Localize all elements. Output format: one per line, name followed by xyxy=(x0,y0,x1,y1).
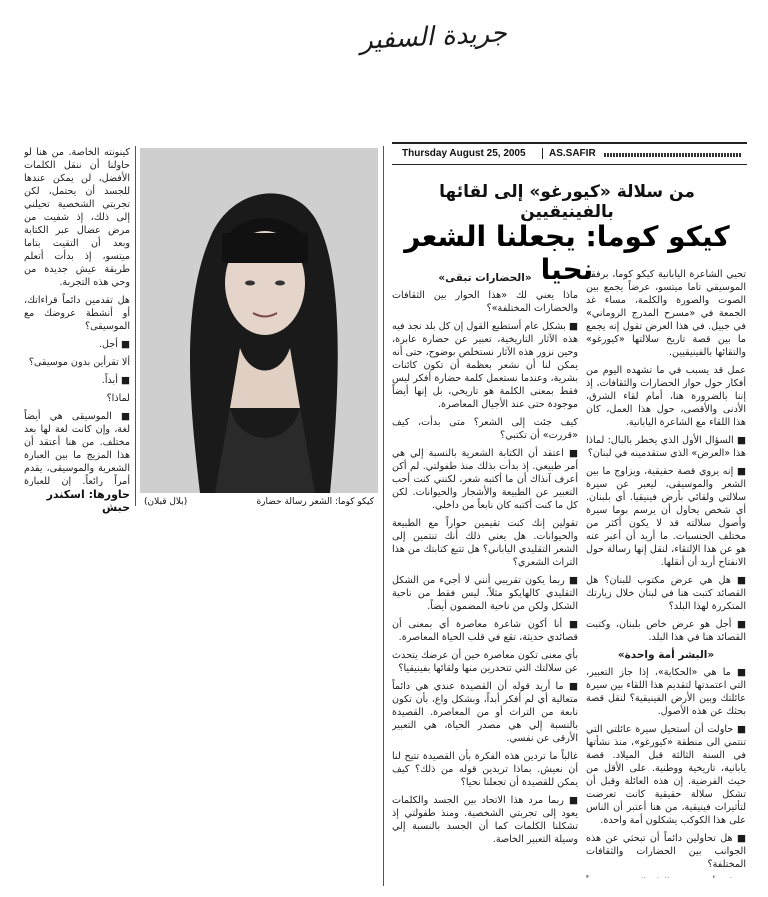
article-column-center xyxy=(392,268,578,878)
section-title: «البشر أمة واحدة» xyxy=(617,649,715,661)
paragraph: ■ ما هي «الحكاية»، إذا جاز التعبير، التي اعتمدتها لتقديم هذا اللقاء بين سيرة عائلتك وبين الأرض الفينيقية؟ لنقل قصة بحثك عن هذه الأصول. xyxy=(586,667,746,717)
paragraph xyxy=(586,876,746,878)
paragraph: ■ حاولت أن أستحيل سيرة عائلتي التي تنتمي الى منطقة «كيورغو»، منذ نشأتها في السنة الثالثة قبل الميلاد. قصة يابانية، تاريخية ووطنية. على الأقل من حيث الفرضية. إن هذه العائلة وقبل أن تشكل سلالة حقيقية كانت تعرضت لتأثيرات فينيقية، من هنا أعتبر أن الناس على هذا الكوكب يشكلون أمة واحدة. xyxy=(586,724,746,826)
paragraph: ■ الموسيقى هي أيضاً لغة، وإن كانت لغة لها بعد مختلف. من هنا أعتقد أن هذا المزيج ما بين العبارة الشعرية والموسيقى، يقدم أمراً رائعاً. إن للعبارة xyxy=(24,411,130,486)
article-byline: حاورها: اسكندر حبش xyxy=(46,488,130,514)
paragraph: ■ أجل هو عرض خاص بلبنان، وكتبت القصائد هنا في هذا البلد. xyxy=(586,619,746,643)
paragraph: كيف جئت إلى الشعر؟ متى بدأت، كيف «قررت» أن تكتبي؟ xyxy=(392,417,578,441)
paragraph: عمل قد يسبب في ما تشهده اليوم من أفكار حول حوار الحضارات والثقافات، إذ إننا بالضرورة هنا، أمام لقاء الشرق، الأدنى والأقصى، حول هذا العمل، كان هذا اللقاء مع الشاعرة اليابانية. xyxy=(586,365,746,428)
photo-caption: كيكو كوما: الشعر رسالة حضارة xyxy=(256,497,374,507)
paragraph: كينونته الخاصة. من هنا لو حاولنا أن ننقل الكلمات الأفضل، لن يمكن عندها للجسد أن يحتمل، لكن تجربتي الشخصية تحيلني إلى ذلك، إذ شفيت من مرض عضال عبر الكتابة وبعد أن التقيت بتاما ميتسو، إذ بدأت أتعلم طريقة عيش جديدة من وحي هذه التجربة. xyxy=(24,147,130,288)
paragraph: بأي معنى تكون معاصرة حين أن عرضك يتحدث عن سلالتك التي تتحدرين منها ولقائها بفينيقيا؟ xyxy=(392,650,578,674)
paragraph: ■ بشكل عام أستطيع القول إن كل بلد نجد فيه هذه الآثار التاريخية، تعبير عن حضارة عابرة، وحين نزور هذه الآثار نستخلص بوضوح، حتى أنه يمكن لنا أن نشعر بعظمة أن تكون كائنات بشرية، وعندما نستعمل كلمة حضارة أفكر ليس فقط بمعنى الكلمة هو تاريخي، بل إنها أيضاً موجودة حتى عند الأجيال المعاصرة. xyxy=(392,321,578,410)
paragraph: هل تقدمين دائماً قراءاتك، أو أنشطة عروضك مع الموسيقى؟ xyxy=(24,295,130,332)
paragraph: ■ هل هي عرض مكتوب للبنان؟ هل القصائد كتبت هنا في لبنان خلال زيارتك المتكررة لهذا البلد؟ xyxy=(586,575,746,612)
paragraph: لماذا؟ xyxy=(106,393,130,404)
masthead-handwritten-title: جريدة السفير xyxy=(359,18,508,56)
paragraph: ■ اعتقد أن الكتابة الشعرية بالنسبة إلي هي أمر طبيعي. إذ بدأت بذلك منذ طفولتي. لم أكن أعرف آنذاك أن ما أكتبه شعر، لكنني كنت أحب التعبير عن الطبيعة والأشجار والحيوانات. لكن كل ما كنت أكتبه كان نابعاً من داخلي. xyxy=(392,448,578,511)
paragraph: ■ أجل. xyxy=(98,339,130,350)
article-headline: كيكو كوما: يجعلنا الشعر نحيا xyxy=(404,220,730,286)
paragraph: ■ أبداً. xyxy=(101,375,130,386)
portrait-illustration xyxy=(140,148,378,493)
photo-credit: (بلال قبلان) xyxy=(144,497,188,507)
paragraph: غالباً ما تردين هذه الفكرة بأن القصيدة تتيح لنا أن نعيش. بماذا تريدين قوله من ذلك؟ كيف يمكن للقصيدة أن تجعلنا نحيا؟ xyxy=(392,751,578,788)
column-divider xyxy=(383,146,384,886)
paragraph: ■ هل تحاولين دائماً أن تبحثي عن هذه الجوانب بين الحضارات والثقافات المختلفة؟ xyxy=(586,833,746,870)
paragraph: ألا تقرأين بدون موسيقى؟ xyxy=(28,357,130,368)
paragraph: ■ ما أريد قوله أن القصيدة عندي هي دائماً متعالية أي لم أفكر أبداً، وبشكل واع، بأن تكون نابعة من التراث أو من المعاصرة. القصيدة بالنسبة إلي هي مصدر الحياة، هي التعبير الأرقى عن نفسي. xyxy=(392,681,578,744)
paragraph: ■ أنا أكون شاعرة معاصرة أي بمعنى أن قصائدي حديثة، تقع في قلب الحياة المعاصرة. xyxy=(392,619,578,643)
column-divider xyxy=(135,146,136,506)
publication-source: AS.SAFIR xyxy=(542,148,596,159)
publication-date: Thursday August 25, 2005 xyxy=(402,148,526,159)
newspaper-masthead xyxy=(0,0,768,70)
section-title: «الحضارات تبقى» xyxy=(438,272,532,284)
paragraph: ■ ربما يكون تقريبي أنني لا أجيء من الشكل التقليدي كالهايكو مثلاً. ليس فقط من ناحية الشكل ولكن من ناحية المضمون أيضاً. xyxy=(392,575,578,612)
paragraph: ■ السؤال الأول الذي يخطر بالبال: لماذا هذا «العرض» الذي ستقدمينه في لبنان؟ xyxy=(586,435,746,459)
paragraph: تقولين إنك كنت تقيمين حواراً مع الطبيعة والحيوانات. هل يعني ذلك أنك تنتمين إلى الشعر التقليدي الياباني؟ هل تتبع كتابتك من هذا التراث الشعري؟ xyxy=(392,518,578,568)
paragraph: ■ إنه يروي قصة حقيقية، ويزاوج ما بين الشعر والموسيقى، ليعبر عن سيرة سلالتي ولقائي بأرض فينيقيا. أي بلبنان. أي شخص يحاول أن يرسم بوما سيرة وأصول سلالته قد لا يكون أكثر من مختلف الجنسيات. ما أريد أن أعبر عنه هو عن هذا الإلتقاء، لنقل إنها رسالة حول الانفتاح أريد أن أنقلها. xyxy=(586,466,746,568)
portrait-photo xyxy=(140,148,378,493)
article-column-left xyxy=(24,146,130,486)
decorative-rule xyxy=(604,153,742,157)
paragraph: ماذا يعني لك «هذا الحوار بين الثقافات والحضارات المختلفة»؟ xyxy=(392,290,578,314)
dateline-bar xyxy=(392,142,747,165)
paragraph: تحيي الشاعرة اليابانية كيكو كوما، برفقة الموسيقي تاما ميتسو، عرضاً يجمع بين الصوت والصورة والكلمة، مساء غد الجمعة في «مسرح المدرج الروماني» في جبيل. في هذا العرض تقول إنه يجمع ما بين قصة تاريخ سلالتها «كيورغو» والتقائها بالفينيقيين. xyxy=(586,269,746,358)
article-column-right xyxy=(586,268,746,878)
article-subheadline: من سلالة «كيورغو» إلى لقائها بالفينيقيين xyxy=(439,182,695,222)
paragraph: ■ ربما مرد هذا الاتحاد بين الجسد والكلمات يعود إلى تجربتي الشخصية. ومنذ طفولتي إذ تشكلنا الكلمات كما أن الجسد بالنسبة إلي وسيلة التعبير الخاصة. xyxy=(392,795,578,845)
photo-caption-row xyxy=(140,495,378,509)
